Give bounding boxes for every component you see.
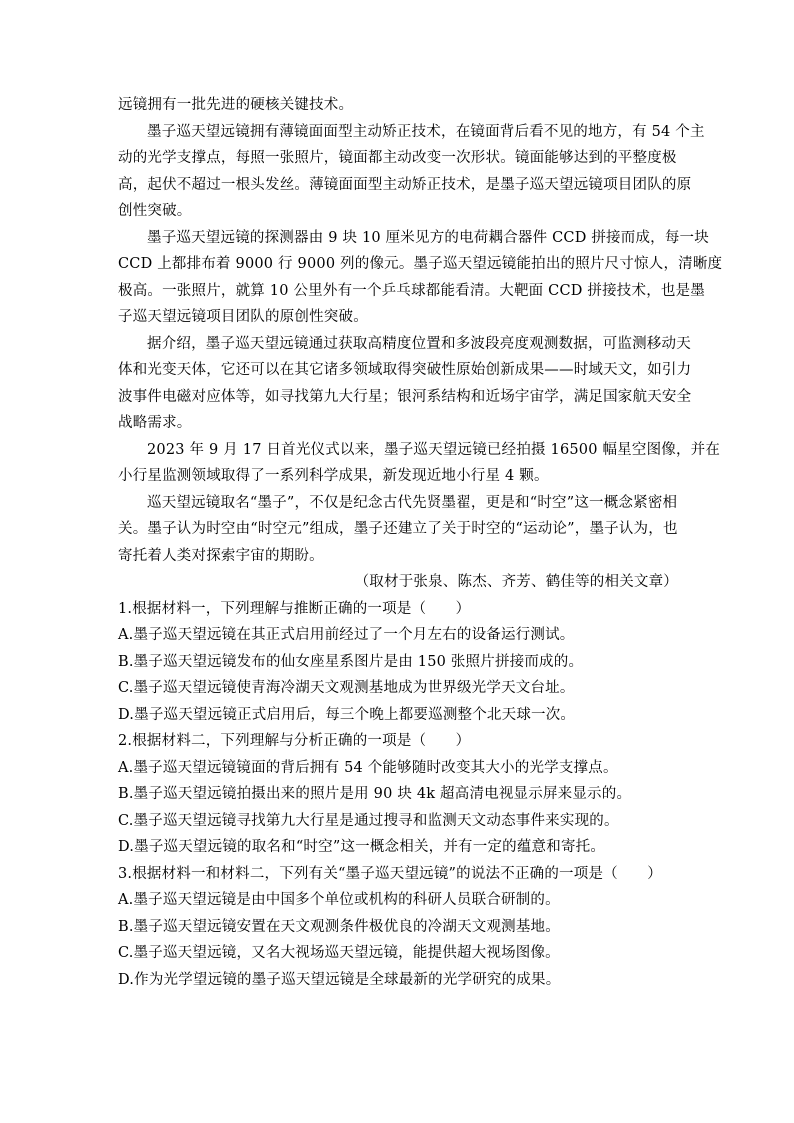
paragraph-line: 高，起伏不超过一根头发丝。薄镜面面型主动矫正技术，是墨子巡天望远镜项目团队的原 xyxy=(118,176,692,193)
question-option: A.墨子巡天望远镜是由中国多个单位或机构的科研人员联合研制的。 xyxy=(118,892,560,908)
question-stem: 1.根据材料一，下列理解与推断正确的一项是（ ） xyxy=(118,600,471,617)
question-option: B.墨子巡天望远镜发布的仙女座星系图片是由 150 张照片拼接而成的。 xyxy=(118,653,584,670)
paragraph-line: 远镜拥有一批先进的硬核关键技术。 xyxy=(118,97,354,113)
question-option: D.墨子巡天望远镜的取名和“时空”这一概念相关，并有一定的蕴意和寄托。 xyxy=(118,839,606,855)
question-option: A.墨子巡天望远镜在其正式启用前经过了一个月左右的设备运行测试。 xyxy=(118,627,575,643)
question-option: D.墨子巡天望远镜正式启用后，每三个晚上都要巡测整个北天球一次。 xyxy=(118,706,576,723)
paragraph-line: CCD 上都排布着 9000 行 9000 列的像元。墨子巡天望远镜能拍出的照片尺寸惊人，清晰度 xyxy=(118,256,723,272)
question-option: A.墨子巡天望远镜镜面的背后拥有 54 个能够随时改变其大小的光学支撑点。 xyxy=(118,759,618,776)
paragraph-line: 创性突破。 xyxy=(118,203,192,219)
paragraph-line: 巡天望远镜取名“墨子”，不仅是纪念古代先贤墨翟，更是和“时空”这一概念紧密相 xyxy=(147,494,678,511)
paragraph-line: 极高。一张照片，就算 10 公里外有一个乒乓球都能看清。大靶面 CCD 拼接技术，也是墨 xyxy=(118,282,705,299)
paragraph-line: 据介绍，墨子巡天望远镜通过获取高精度位置和多波段亮度观测数据，可监测移动天 xyxy=(147,335,691,352)
question-option: C.墨子巡天望远镜，又名大视场巡天望远镜，能提供超大视场图像。 xyxy=(118,945,560,961)
question-option: C.墨子巡天望远镜寻找第九大行星是通过搜寻和监测天文动态事件来实现的。 xyxy=(118,812,619,829)
question-stem: 2.根据材料二，下列理解与分析正确的一项是（ ） xyxy=(118,733,471,749)
paragraph-line: 关。墨子认为时空由“时空元”组成，墨子还建立了关于时空的“运动论”，墨子认为，也 xyxy=(118,521,678,537)
paragraph-line: 子巡天望远镜项目团队的原创性突破。 xyxy=(118,309,368,325)
paragraph-line: 动的光学支撑点，每照一张照片，镜面都主动改变一次形状。镜面能够达到的平整度极 xyxy=(118,150,677,166)
paragraph-line: 战略需求。 xyxy=(118,415,192,431)
question-option: B.墨子巡天望远镜拍摄出来的照片是用 90 块 4k 超高清电视显示屏来显示的。 xyxy=(118,786,632,802)
question-option: B.墨子巡天望远镜安置在天文观测条件极优良的冷湖天文观测基地。 xyxy=(118,918,560,935)
paragraph-line: 墨子巡天望远镜的探测器由 9 块 10 厘米见方的电荷耦合器件 CCD 拼接而成，每一块 xyxy=(147,229,709,246)
question-option: C.墨子巡天望远镜使青海冷湖天文观测基地成为世界级光学天文台址。 xyxy=(118,680,575,696)
question-stem: 3.根据材料一和材料二，下列有关“墨子巡天望远镜”的说法不正确的一项是（ ） xyxy=(118,865,662,882)
paragraph-line: 波事件电磁对应体等，如寻找第九大行星；银河系结构和近场宇宙学，满足国家航天安全 xyxy=(118,388,692,405)
source-citation: （取材于张泉、陈杰、齐芳、鹤佳等的相关文章） xyxy=(354,574,678,590)
paragraph-line: 小行星监测领域取得了一系列科学成果，新发现近地小行星 4 颗。 xyxy=(118,468,549,484)
paragraph-line: 2023 年 9 月 17 日首光仪式以来，墨子巡天望远镜已经拍摄 16500 幅星空图像，并在 xyxy=(147,441,721,458)
paragraph-line: 墨子巡天望远镜拥有薄镜面面型主动矫正技术，在镜面背后看不见的地方，有 54 个主 xyxy=(147,123,705,140)
document-page xyxy=(118,92,723,993)
paragraph-line: 寄托着人类对探索宇宙的期盼。 xyxy=(118,547,324,564)
paragraph-line: 体和光变天体，它还可以在其它诸多领域取得突破性原始创新成果——时域天文，如引力 xyxy=(118,362,692,378)
question-option: D.作为光学望远镜的墨子巡天望远镜是全球最新的光学研究的成果。 xyxy=(118,971,561,988)
